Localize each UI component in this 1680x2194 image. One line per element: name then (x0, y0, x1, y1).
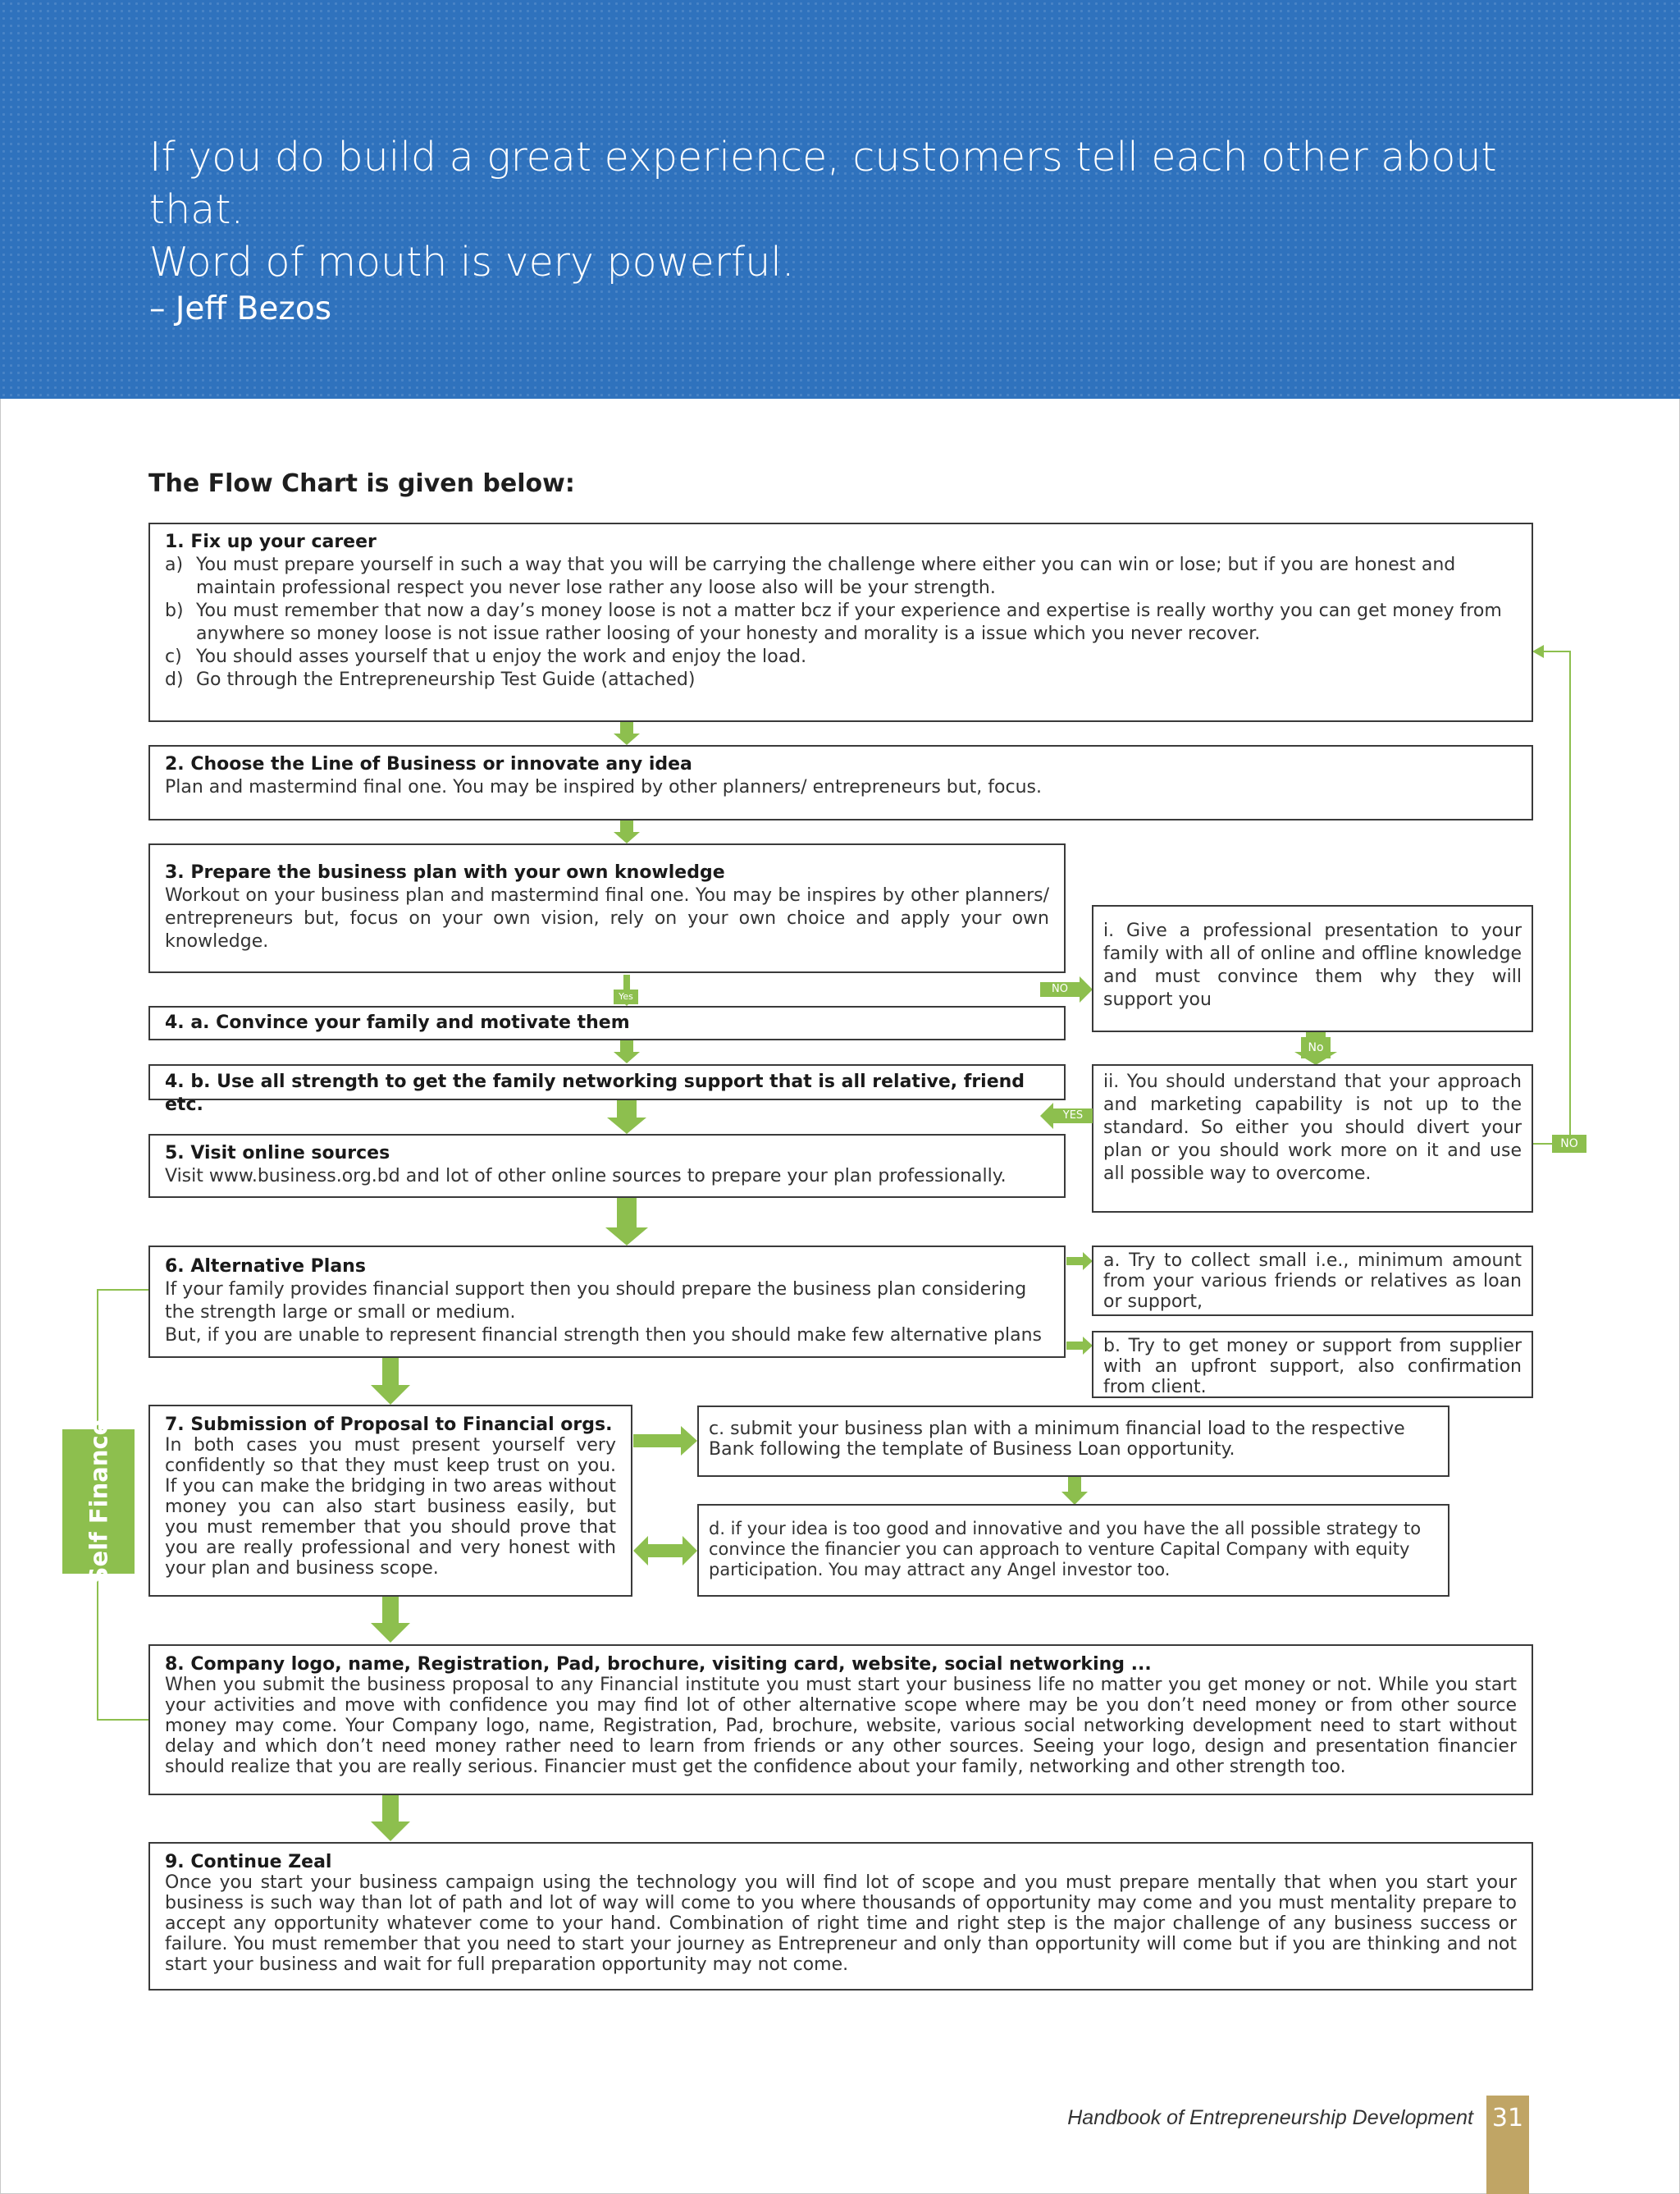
step-4b-title: 4. b. Use all strength to get the family networking support that is all relative, friend etc. (165, 1072, 1025, 1115)
item-marker: a) (165, 555, 184, 575)
step-9-title: 9. Continue Zeal (165, 1852, 332, 1872)
arrow-5-6 (605, 1198, 648, 1246)
step-6-text-1: If your family provides financial support then you should prepare the business plan considering the strength large or small or medium. (165, 1279, 1027, 1323)
item-marker: b) (165, 601, 184, 621)
step-3-box (148, 843, 1066, 973)
step-4a-title: 4. a. Convince your family and motivate them (165, 1012, 630, 1033)
item-text: You should asses yourself that u enjoy the work and enjoy the load. (196, 647, 807, 667)
step-4a-box (148, 1006, 1066, 1040)
step-3-title: 3. Prepare the business plan with your own knowledge (165, 862, 725, 883)
side-box-b: b. Try to get money or support from supplier with an upfront support, also confirmation from client. (1092, 1331, 1533, 1398)
step-6-title: 6. Alternative Plans (165, 1256, 366, 1277)
step-1-box (148, 523, 1533, 722)
side-box-a: a. Try to collect small i.e., minimum amount from your various friends or relatives as loan or support, (1092, 1246, 1533, 1316)
no-tag-to-i: NO (1040, 982, 1080, 997)
self-finance-text: Self Finance (84, 1419, 112, 1584)
step-7-text: In both cases you must present yourself very confidently so that they must keep trust on you. If you can make the bridging in two areas without money you can also start business easily, but you must remember that you should prove that you are really professional and very honest with your plan and business scope. (165, 1435, 616, 1579)
loop-ii-to-1 (1532, 651, 1570, 1144)
step-2-title: 2. Choose the Line of Business or innovate any idea (165, 754, 692, 775)
arrow-c-d (1061, 1477, 1088, 1505)
step-6-text-2: But, if you are unable to represent financial strength then you should make few alternative plans (165, 1325, 1043, 1346)
step-1-item-a (165, 554, 1517, 600)
no-tag-loop: NO (1552, 1135, 1586, 1153)
yes-tag-small: Yes (614, 990, 638, 1004)
step-2-box (148, 745, 1533, 820)
arrow-6-b (1066, 1337, 1093, 1355)
step-3-text: Workout on your business plan and mastermind final one. You may be inspires by other planners/ entrepreneurs but, focus on your own vision, rely on your own choice and apply your own knowledge. (165, 885, 1049, 952)
item-marker: c) (165, 647, 182, 667)
section-heading: The Flow Chart is given below: (148, 469, 575, 498)
step-1-title: 1. Fix up your career (165, 532, 377, 552)
side-box-d: d. if your idea is too good and innovative and you have the all possible strategy to convince the financier you can approach to venture Capital Company with equity participation. You may attract any Angel investor too. (697, 1504, 1449, 1597)
step-5-text: Visit www.business.org.bd and lot of other online sources to prepare your plan professionally. (165, 1166, 1007, 1186)
arrow-6-a (1066, 1252, 1093, 1270)
loop-arrowhead (1532, 645, 1544, 658)
arrow-7-d (633, 1536, 697, 1566)
item-text: Go through the Entrepreneurship Test Guide (attached) (196, 670, 696, 690)
step-5-title: 5. Visit online sources (165, 1143, 390, 1163)
step-1-item-d (165, 669, 1517, 692)
arrow-2-3 (614, 820, 640, 843)
side-box-c: c. submit your business plan with a minimum financial load to the respective Bank following the template of Business Loan opportunity. (697, 1406, 1449, 1477)
step-8-title: 8. Company logo, name, Registration, Pad, brochure, visiting card, website, social networking ... (165, 1654, 1152, 1675)
step-8-box (148, 1644, 1533, 1795)
no-tag-down: No (1301, 1037, 1331, 1058)
quote-line-1: If you do build a great experience, customers tell each other about that. (149, 134, 1497, 233)
step-4b-box (148, 1064, 1066, 1115)
arrow-7-8 (371, 1597, 410, 1643)
step-7-box (148, 1405, 632, 1597)
item-marker: d) (165, 670, 184, 690)
footer-title: Handbook of Entrepreneurship Development (1067, 2106, 1473, 2129)
side-box-ii: ii. You should understand that your approach and marketing capability is not up to the standard. So either you should divert your plan or you should work more on it and use all possible way to overcome. (1092, 1064, 1533, 1213)
arrow-8-9 (371, 1795, 410, 1841)
step-1-item-c (165, 646, 1517, 669)
step-6-box (148, 1246, 1066, 1358)
step-9-box (148, 1842, 1533, 1991)
step-2-text: Plan and mastermind final one. You may be inspired by other planners/ entrepreneurs but, focus. (165, 777, 1042, 798)
side-box-i: i. Give a professional presentation to your family with all of online and offline knowledge and must convince them why they will support you (1092, 905, 1533, 1032)
self-finance-label (62, 1419, 135, 1584)
page-number: 31 (1486, 2096, 1529, 2194)
item-text: You must remember that now a day’s money loose is not a matter bcz if your experience and expertise is really worthy you can get money from anywhere so money loose is not issue rather loosing of your honesty and morality is a issue which you never recover. (196, 601, 1502, 644)
step-8-text: When you submit the business proposal to any Financial institute you must start your business life no matter you get money or not. While you start your activities and move with confidence you may find lot of other alternative scope where may be you don’t need money or from other source money may come. Your Company logo, name, Registration, Pad, brochure, website, various social networking development need to start without delay and which don’t need money rather need to learn from friends or any other sources. Seeing your logo, design and presentation financier should realize that you are really serious. Financier must get the confidence about your family, networking and other strength too. (165, 1675, 1517, 1777)
step-7-title: 7. Submission of Proposal to Financial orgs. (165, 1415, 613, 1435)
arrow-6-7 (371, 1358, 410, 1405)
step-5-box (148, 1134, 1066, 1198)
yes-tag-back: YES (1053, 1108, 1093, 1123)
item-text: You must prepare yourself in such a way that you will be carrying the challenge where either you can win or lose; but if you are honest and maintain professional respect you never lose rather any loose also will be your strength. (196, 555, 1456, 598)
arrow-4a-4b (614, 1040, 640, 1063)
step-9-text: Once you start your business campaign using the technology you will find lot of scope and you must prepare mentally that when you start your business is such way than lot of path and lot of way will come to you where thousands of opportunity may come and you must mentality prepare to accept any opportunity whatever come to your hand. Combination of right time and right step is the major challenge of any business success or failure. You must remember that you need to start your journey as Entrepreneur and only than opportunity will come but if you are thinking and not start your business and wait for full preparation opportunity may not come. (165, 1872, 1517, 1975)
quote-author: – Jeff Bezos (149, 290, 332, 327)
quote-line-2: Word of mouth is very powerful. (149, 239, 795, 286)
arrow-1-2 (614, 722, 640, 745)
step-1-item-b (165, 600, 1517, 646)
arrow-7-c (633, 1426, 697, 1456)
